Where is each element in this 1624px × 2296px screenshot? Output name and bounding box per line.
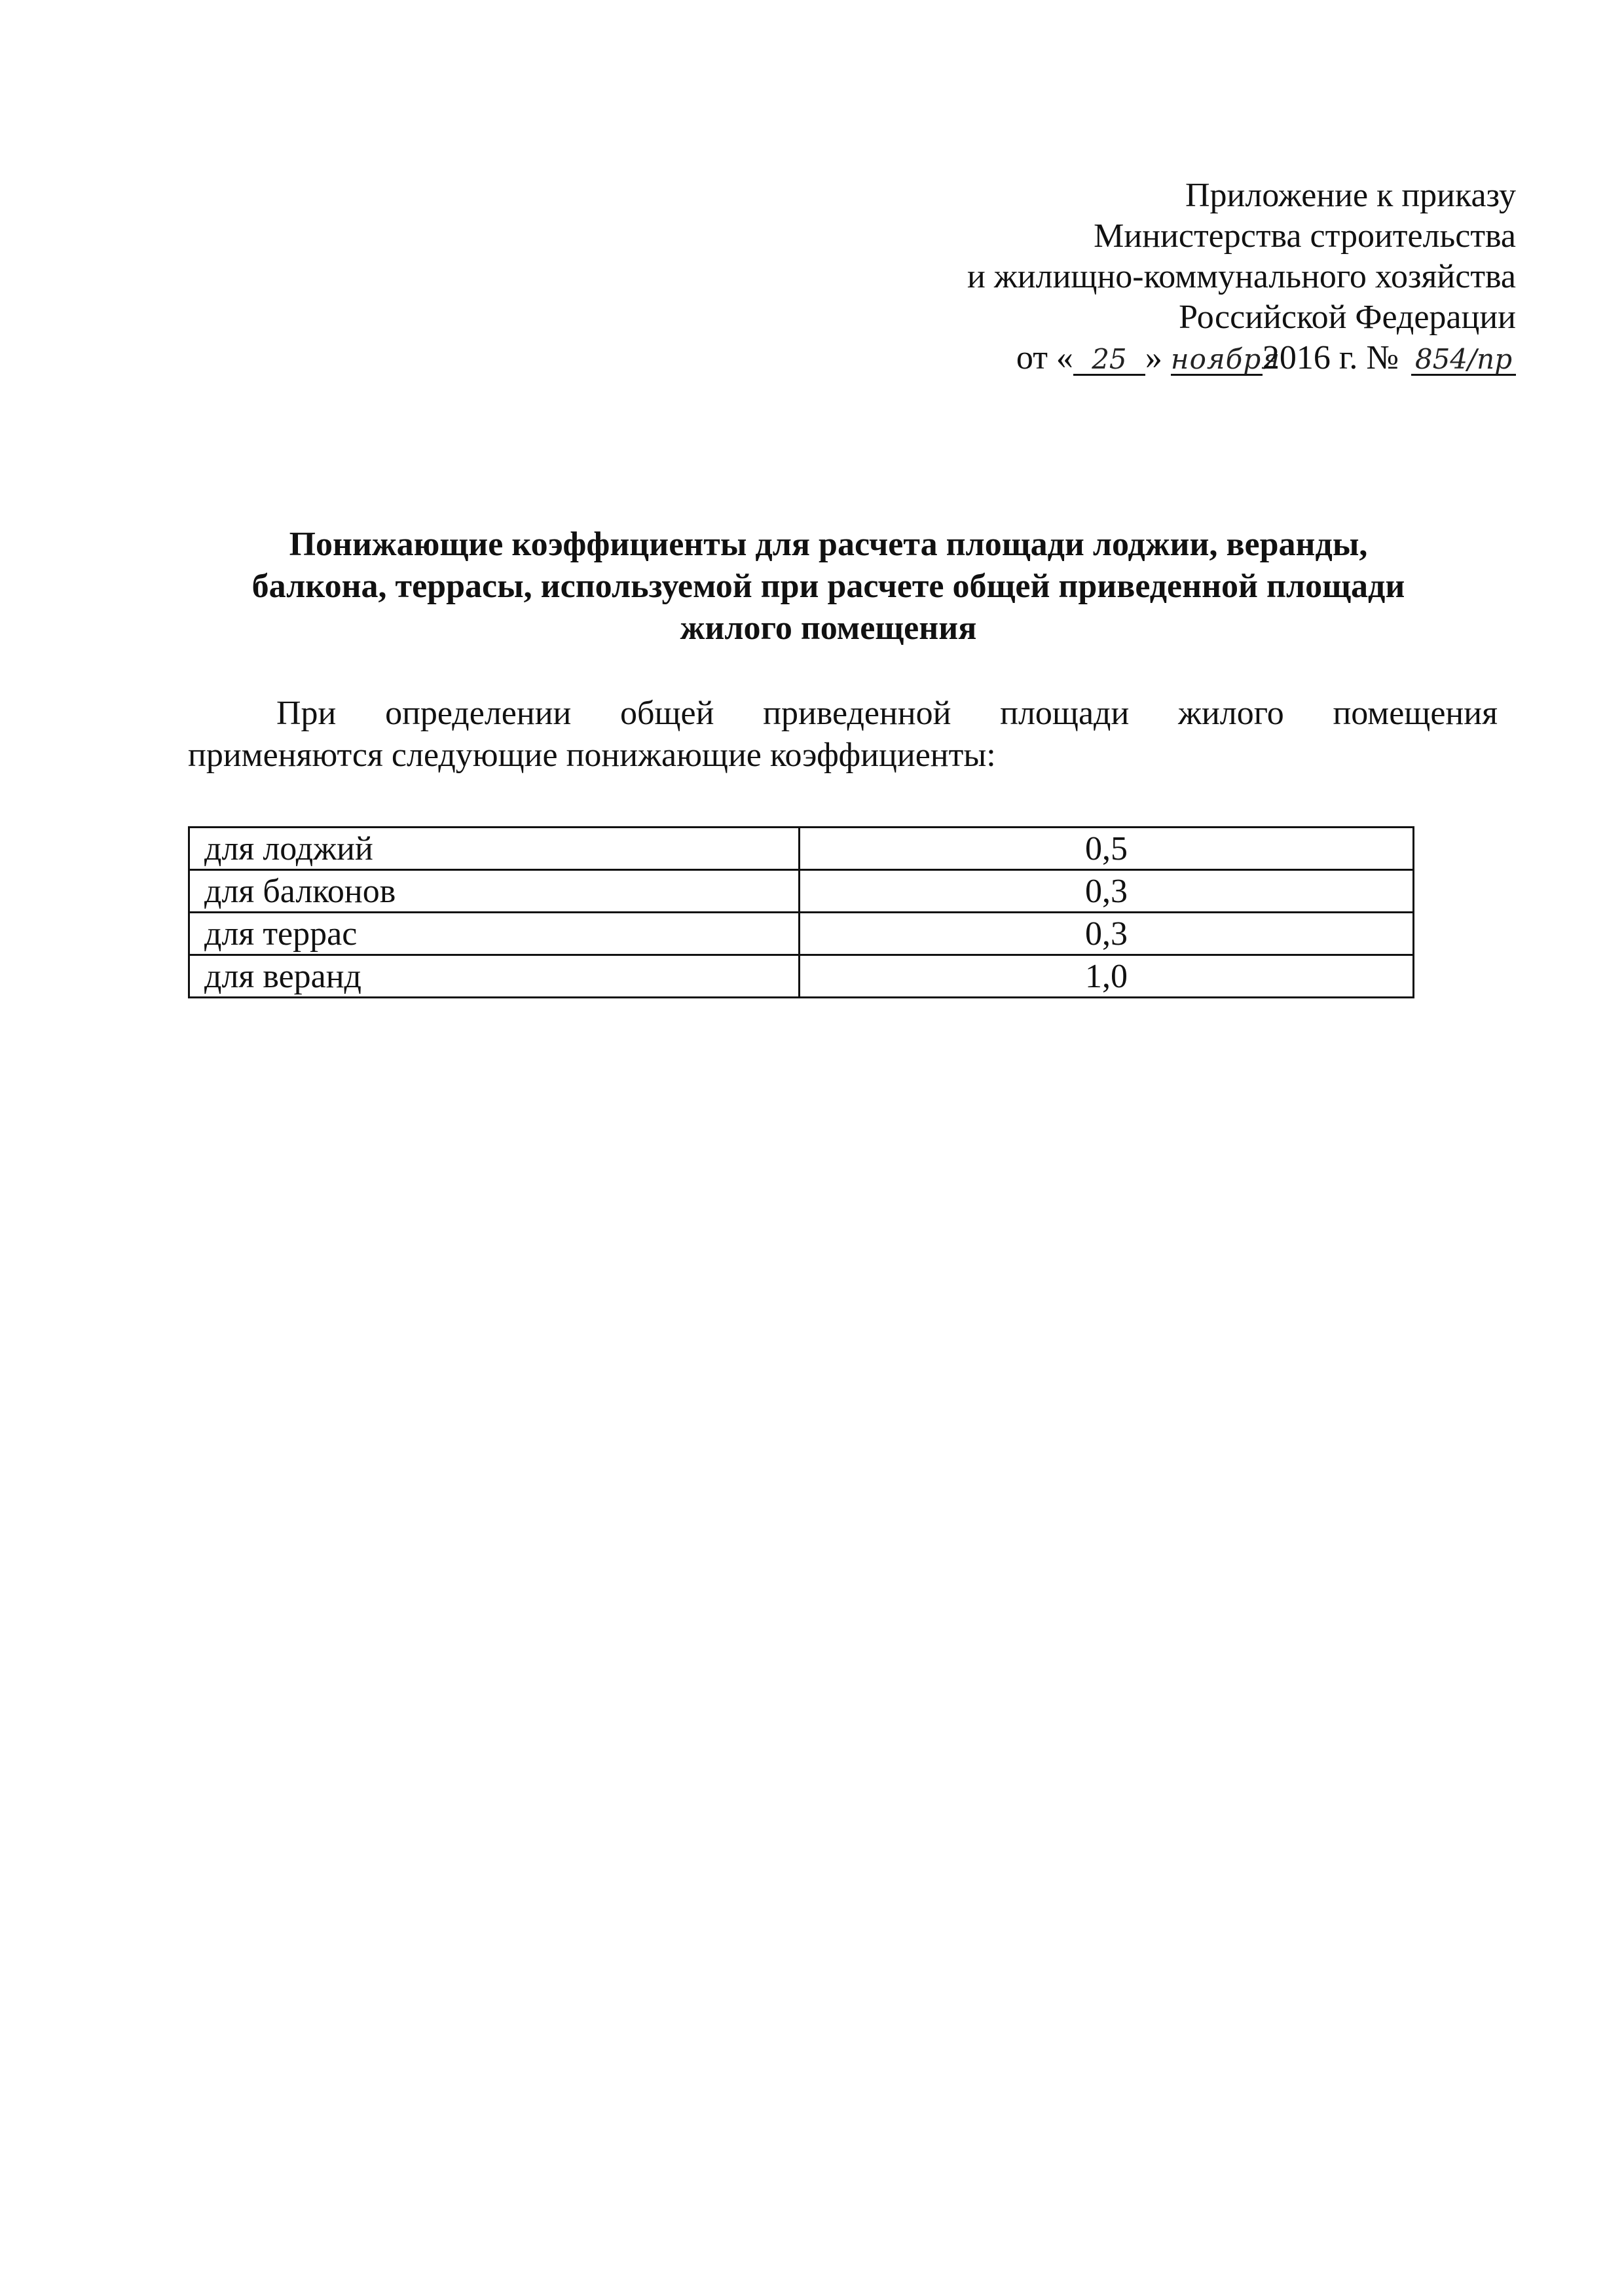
order-date-line (599, 338, 1516, 378)
table-row (189, 955, 1414, 998)
handwritten-day: 25 (1073, 345, 1145, 376)
row-label: для балконов (189, 870, 800, 913)
row-value: 1,0 (800, 955, 1414, 998)
table-row (189, 828, 1414, 870)
intro-paragraph (188, 693, 1498, 776)
row-label: для террас (189, 913, 800, 955)
header-line-1: Приложение к приказу (1185, 177, 1516, 214)
date-prefix: от « (1016, 339, 1073, 376)
approval-header (599, 175, 1516, 378)
row-label: для веранд (189, 955, 800, 998)
title-line-2: балкона, террасы, используемой при расчете общей приведенной площади (251, 568, 1405, 605)
paragraph-line-2: применяются следующие понижающие коэффициенты: (188, 737, 996, 774)
row-value: 0,3 (800, 870, 1414, 913)
handwritten-month: ноября (1170, 343, 1281, 375)
handwritten-order-number: 854/пр (1411, 345, 1516, 376)
table-row (189, 870, 1414, 913)
word: жилого (1178, 695, 1284, 732)
header-line-2: Министерства строительства (1094, 217, 1516, 255)
header-line-3: и жилищно-коммунального хозяйства (967, 258, 1516, 295)
document-title (183, 524, 1473, 649)
word: приведенной (763, 695, 951, 732)
coefficients-table (188, 826, 1414, 998)
row-label: для лоджий (189, 828, 800, 870)
title-line-1: Понижающие коэффициенты для расчета площади лоджии, веранды, (289, 526, 1368, 563)
paragraph-line-1 (188, 693, 1498, 735)
row-value: 0,3 (800, 913, 1414, 955)
year-text: 2016 г. № (1262, 339, 1399, 376)
word: определении (385, 695, 572, 732)
word: общей (620, 695, 714, 732)
word: площади (1000, 695, 1130, 732)
word: При (276, 695, 337, 732)
title-line-3: жилого помещения (680, 610, 977, 647)
row-value: 0,5 (800, 828, 1414, 870)
table-row (189, 913, 1414, 955)
header-line-4: Российской Федерации (1179, 299, 1516, 336)
date-quote-close: » (1145, 339, 1162, 376)
word: помещения (1333, 695, 1498, 732)
